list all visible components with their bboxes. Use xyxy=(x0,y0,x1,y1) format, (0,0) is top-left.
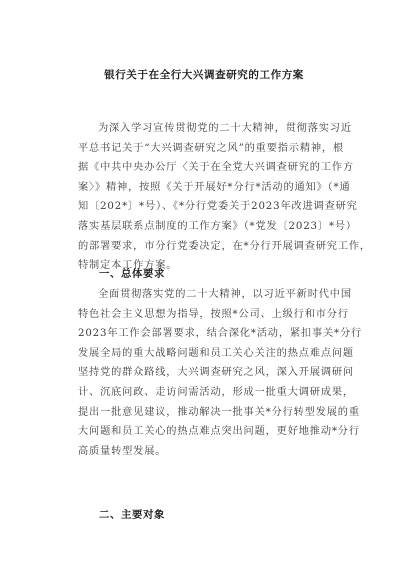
paragraph-line: 知〔202*〕*号）、《*分行党委关于2023年改进调查研究 xyxy=(78,201,358,213)
paragraph-general-requirements xyxy=(78,285,363,461)
paragraph-line: 案〉》精神，按照《关于开展好*分行*活动的通知》（*通 xyxy=(78,181,351,193)
paragraph-line: 坚持党的群众路线，大兴调查研究之风，深入开展调研问 xyxy=(78,367,354,379)
paragraph-line: 特制定本工作方案。 xyxy=(78,260,178,272)
paragraph-line: 为深入学习宣传贯彻党的二十大精神，贯彻落实习近 xyxy=(98,123,352,134)
paragraph-line: 提出一批意见建议，推动解决一批事关*分行转型发展的重 xyxy=(78,406,360,418)
paragraph-line: 计、沉底问政、走访问需活动，形成一批重大调研成果， xyxy=(78,386,354,398)
paragraph-line: 平总书记关于“大兴调查研究之风”的重要指示精神，根 xyxy=(78,142,344,154)
section-heading-main-targets: 二、主要对象 xyxy=(99,509,165,521)
paragraph-line: 全面贯彻落实党的二十大精神，以习近平新时代中国 xyxy=(98,289,352,300)
paragraph-line: 落实基层联系点制度的工作方案》（*党发〔2023〕*号） xyxy=(78,220,357,232)
paragraph-line: 大问题和员工关心的热点难点突出问题，更好地推动*分行 xyxy=(78,426,360,438)
section-heading-general-requirements: 一、总体要求 xyxy=(99,268,165,280)
paragraph-line: 据《中共中央办公厅〈关于在全党大兴调查研究的工作方 xyxy=(78,162,354,174)
paragraph-line: 的部署要求，市分行党委决定，在*分行开展调查研究工作， xyxy=(78,240,371,252)
document-title: 银行关于在全行大兴调查研究的工作方案 xyxy=(104,69,304,81)
paragraph-line: 高质量转型发展。 xyxy=(78,445,167,457)
paragraph-line: 2023年工作会部署要求，结合深化*活动，紧扣事关*分行 xyxy=(78,328,363,340)
paragraph-line: 特色社会主义思想为指导，按照*公司、上级行和市分行 xyxy=(78,308,349,320)
paragraph-line: 发展全局的重大战略问题和员工关心关注的热点难点问题 xyxy=(78,347,354,359)
paragraph-intro xyxy=(78,119,371,276)
